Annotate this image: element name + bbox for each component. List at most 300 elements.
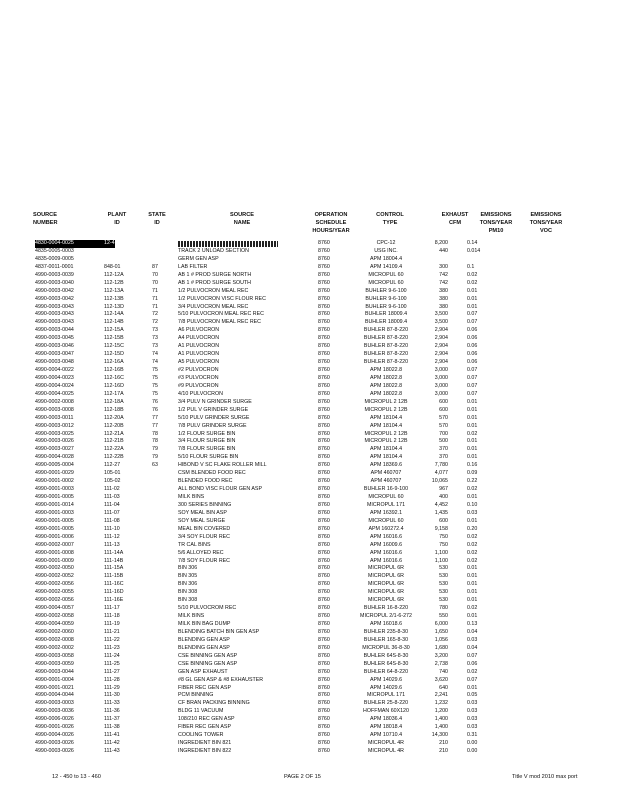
table-row xyxy=(0,716,618,724)
state-id-cell: 77 xyxy=(152,414,158,421)
control-type-cell: APM 18036.4 xyxy=(369,716,403,723)
header-line: NUMBER xyxy=(33,220,58,226)
source-name-cell: BLENDING GEN ASP xyxy=(178,636,230,643)
state-id-cell: 76 xyxy=(152,398,158,405)
source-number-cell: 4990-0003-0027 xyxy=(35,446,74,453)
plant-id-cell: 112-27 xyxy=(104,462,121,469)
schedule-cell: 8760 xyxy=(318,541,330,548)
pm10-cell: 0.02 xyxy=(467,668,478,675)
table-row xyxy=(0,454,618,462)
header-state-id xyxy=(142,211,172,227)
header-line: ID xyxy=(114,220,120,226)
table-row xyxy=(0,288,618,296)
schedule-cell: 8760 xyxy=(318,343,330,350)
table-row xyxy=(0,692,618,700)
source-number-cell: 4990-0002-0052 xyxy=(35,573,74,580)
source-name-cell: 3/4 PULV N GRINDER SURGE xyxy=(178,398,252,405)
schedule-cell: 8760 xyxy=(318,367,330,373)
table-row xyxy=(0,311,618,319)
footer-title: Title V mod 2010 max port xyxy=(512,774,578,780)
source-number-cell: 4990-0003-0008 xyxy=(35,406,74,413)
table-row xyxy=(0,319,618,327)
pm10-cell: 0.01 xyxy=(467,295,478,302)
state-id-cell: 75 xyxy=(152,374,158,381)
source-name-cell: BLDG 11 VACUUM xyxy=(178,708,224,715)
table-row xyxy=(0,581,618,589)
schedule-cell: 8760 xyxy=(318,557,330,564)
table-row xyxy=(0,589,618,597)
source-number-cell: 4990-0001-0014 xyxy=(35,501,74,508)
header-control-type xyxy=(368,211,412,227)
plant-id-cell: 112-14B xyxy=(104,319,124,326)
table-row xyxy=(0,629,618,637)
pm10-cell: 0.06 xyxy=(467,335,478,342)
pm10-cell: 0.13 xyxy=(467,621,478,627)
schedule-cell: 8760 xyxy=(318,319,330,326)
header-line: CFM xyxy=(448,220,462,226)
control-type-cell: MICROPUL 6R xyxy=(367,581,404,588)
schedule-cell: 8760 xyxy=(318,501,330,508)
table-row xyxy=(0,343,618,351)
source-name-cell: LAB FILTER xyxy=(178,263,208,270)
control-type-cell: APM 10710.4 xyxy=(369,732,403,739)
pm10-cell: 0.01 xyxy=(467,446,478,453)
schedule-cell: 8760 xyxy=(318,597,330,604)
source-number-cell: 4990-0001-0003 xyxy=(35,486,74,493)
header-line: TONS/YEAR xyxy=(529,220,563,226)
header-line: TONS/YEAR xyxy=(479,220,513,226)
header-line: STATE xyxy=(148,212,166,218)
source-name-cell: 7/8 PULV GRINDER SURGE xyxy=(178,422,247,429)
state-id-cell: 78 xyxy=(152,438,158,445)
state-id-cell: 76 xyxy=(152,406,158,413)
header-line: PLANT xyxy=(107,212,127,218)
plant-id-cell: 111-08 xyxy=(104,517,120,524)
pm10-cell: 0.06 xyxy=(467,359,478,366)
exhaust-cfm-cell: 1,680 xyxy=(434,644,448,651)
exhaust-cfm-cell: 380 xyxy=(439,303,448,310)
control-type-cell: BUHLER 9-6-100 xyxy=(365,287,407,294)
plant-id-cell: 111-04 xyxy=(104,501,120,508)
table-row xyxy=(0,280,618,288)
exhaust-cfm-cell: 1,435 xyxy=(434,509,448,516)
table-row xyxy=(0,565,618,573)
schedule-cell: 8760 xyxy=(318,613,330,620)
schedule-cell: 8760 xyxy=(318,351,330,358)
exhaust-cfm-cell: 967 xyxy=(439,486,448,493)
exhaust-cfm-cell: 2,904 xyxy=(434,359,448,366)
exhaust-cfm-cell: 6,000 xyxy=(434,621,448,627)
pm10-cell: 0.01 xyxy=(467,684,478,691)
control-type-cell: APM 160272.4 xyxy=(368,525,404,532)
schedule-cell: 8760 xyxy=(318,287,330,294)
control-type-cell: APM 18369.6 xyxy=(369,462,403,469)
plant-id-cell: 112-18A xyxy=(104,398,124,405)
control-type-cell: APM 18104.4 xyxy=(369,414,403,421)
pm10-cell: 0.06 xyxy=(467,327,478,334)
table-row xyxy=(0,494,618,502)
source-number-cell: 4990-0003-0048 xyxy=(35,359,74,366)
pm10-cell: 0.04 xyxy=(467,628,478,635)
schedule-cell: 8760 xyxy=(318,247,330,254)
pm10-cell: 0.06 xyxy=(467,343,478,350)
control-type-cell: MICROPUL 2 12B xyxy=(364,438,408,445)
pm10-cell: 0.03 xyxy=(467,700,478,707)
source-number-cell: 4990-0001-0029 xyxy=(35,470,74,477)
source-name-cell: 108/210 REC GEN ASP xyxy=(178,716,235,723)
header-line: EMISSIONS xyxy=(530,212,562,218)
source-number-cell: 4990-0001-0021 xyxy=(35,684,74,691)
plant-id-cell: 112-22B xyxy=(104,454,124,461)
control-type-cell: MICROPUL 6R xyxy=(367,589,404,596)
table-row xyxy=(0,597,618,605)
table-row xyxy=(0,478,618,486)
exhaust-cfm-cell: 600 xyxy=(439,406,448,413)
exhaust-cfm-cell: 530 xyxy=(439,597,448,604)
source-name-cell: 1/2 PULVOCRON VISC FLOUR REC xyxy=(178,295,266,302)
schedule-cell: 8760 xyxy=(318,533,330,540)
source-number-cell: 4990-0003-0026 xyxy=(35,740,74,747)
plant-id-cell: 111-15B xyxy=(104,573,124,580)
source-number-cell: 4990-0001-0005 xyxy=(35,494,74,500)
header-line: VOC xyxy=(539,228,553,234)
control-type-cell: MICROPUL 171 xyxy=(366,692,406,699)
table-row xyxy=(0,391,618,399)
exhaust-cfm-cell: 530 xyxy=(439,589,448,596)
control-type-cell: BUHLER 87-8-220 xyxy=(363,327,409,334)
pm10-cell: 0.07 xyxy=(467,390,478,397)
table-row xyxy=(0,240,618,248)
source-number-cell: 4990-0003-0047 xyxy=(35,351,74,358)
exhaust-cfm-cell: 400 xyxy=(439,494,448,500)
exhaust-cfm-cell: 370 xyxy=(439,454,448,461)
control-type-cell: MICROPUL 4R xyxy=(367,748,404,754)
control-type-cell: APM 16016.6 xyxy=(369,557,403,564)
exhaust-cfm-cell: 600 xyxy=(439,398,448,405)
plant-id-cell: 111-14B xyxy=(104,557,124,564)
schedule-cell: 8760 xyxy=(318,470,330,477)
control-type-cell: BUHLER 25-8-220 xyxy=(363,700,409,707)
pm10-cell: 0.01 xyxy=(467,422,478,429)
source-number-cell: 4990-0003-0043 xyxy=(35,319,74,326)
state-id-cell: 71 xyxy=(152,287,158,294)
control-type-cell: HOFFMAN 60X120 xyxy=(363,708,409,715)
pm10-cell: 0.01 xyxy=(467,398,478,405)
source-name-cell: 7/8 FLOUR SURGE BIN xyxy=(178,446,236,453)
exhaust-cfm-cell: 1,650 xyxy=(434,628,448,635)
table-row xyxy=(0,486,618,494)
table-row xyxy=(0,304,618,312)
control-type-cell: APM 16016.6 xyxy=(369,549,403,556)
source-name-cell: 300 SERIES BINNING xyxy=(178,501,232,508)
pm10-cell: 0.10 xyxy=(467,501,478,508)
source-name-cell: BLENDED FOOD REC xyxy=(178,478,233,485)
control-type-cell: MICROPUL 171 xyxy=(366,501,406,508)
header-line: TYPE xyxy=(382,220,398,226)
pm10-cell: 0.14 xyxy=(467,240,478,246)
table-row xyxy=(0,272,618,280)
table-row xyxy=(0,605,618,613)
source-name-cell: 1/2 PULVOCRON MEAL REC xyxy=(178,287,249,294)
source-name-cell: MILK BINS xyxy=(178,494,205,500)
source-number-cell: 4990-0002-0056 xyxy=(35,581,74,588)
pm10-cell: 0.01 xyxy=(467,454,478,461)
pm10-cell: 0.31 xyxy=(467,732,478,739)
source-number-cell: 4990-0001-0004 xyxy=(35,676,74,683)
source-name-cell: 5/10 PULVOCRON MEAL REC REC xyxy=(178,311,264,318)
plant-id-cell: 112-16A xyxy=(104,359,124,366)
table-row xyxy=(0,248,618,256)
source-name-cell xyxy=(178,240,316,248)
source-name-cell: BIN 306 xyxy=(178,581,198,588)
plant-id-cell: 112-15B xyxy=(104,335,124,342)
state-id-cell: 74 xyxy=(152,359,158,366)
exhaust-cfm-cell: 370 xyxy=(439,446,448,453)
plant-id-cell: 112-16C xyxy=(104,374,124,381)
source-name-cell: CSE BINNING GEN ASP xyxy=(178,652,238,659)
schedule-cell: 8760 xyxy=(318,478,330,485)
exhaust-cfm-cell: 2,738 xyxy=(434,660,448,667)
control-type-cell: BUHLER 87-8-220 xyxy=(363,351,409,358)
state-id-cell: 87 xyxy=(152,263,158,270)
schedule-cell: 8760 xyxy=(318,462,330,469)
source-number-cell: 4990-0003-0043 xyxy=(35,303,74,310)
schedule-cell: 8760 xyxy=(318,724,330,731)
exhaust-cfm-cell: 570 xyxy=(439,414,448,421)
control-type-cell: APM 460707 xyxy=(370,478,402,485)
control-type-cell: BUHLER 16-9-100 xyxy=(363,486,409,493)
plant-id-cell: 105-01 xyxy=(104,470,121,477)
pm10-cell: 0.03 xyxy=(467,509,478,516)
header-line: HOURS/YEAR xyxy=(312,228,350,234)
plant-id-cell: 112-15C xyxy=(104,343,124,350)
table-row xyxy=(0,724,618,732)
source-number-cell: 4990-0005-0004 xyxy=(35,462,74,469)
header-plant-id xyxy=(102,211,132,227)
header-source-number xyxy=(33,211,67,227)
plant-id-cell: 112-16B xyxy=(104,367,124,373)
exhaust-cfm-cell: 740 xyxy=(439,668,448,675)
table-row xyxy=(0,708,618,716)
plant-id-cell: 112-17A xyxy=(104,390,124,397)
source-table-body xyxy=(0,240,618,756)
state-id-cell: 75 xyxy=(152,382,158,389)
plant-id-cell: 111-12 xyxy=(104,533,120,540)
source-name-cell: MEAL BIN COVERED xyxy=(178,525,231,532)
source-name-cell: HIBOND V SC FLAKE ROLLER MILL xyxy=(178,462,267,469)
schedule-cell: 8760 xyxy=(318,668,330,675)
source-number-cell: 4990-0004-0057 xyxy=(35,605,74,612)
source-number-cell: 4990-0001-0005 xyxy=(35,525,74,532)
exhaust-cfm-cell: 4,452 xyxy=(434,501,448,508)
exhaust-cfm-cell: 300 xyxy=(439,263,448,270)
source-name-cell: A1 PULVOCRON xyxy=(178,351,220,358)
state-id-cell: 72 xyxy=(152,319,158,326)
plant-id-cell: 111-10 xyxy=(104,525,120,532)
table-row xyxy=(0,613,618,621)
control-type-cell: BUHLER 9-6-100 xyxy=(365,303,407,310)
pm10-cell: 0.02 xyxy=(467,271,478,278)
table-row xyxy=(0,335,618,343)
source-name-cell: INGREDIENT BIN 822 xyxy=(178,748,232,754)
control-type-cell: APM 18022.8 xyxy=(369,382,403,389)
schedule-cell: 8760 xyxy=(318,621,330,627)
table-row xyxy=(0,407,618,415)
schedule-cell: 8760 xyxy=(318,295,330,302)
source-name-cell: CF BRAN PACKING BINNING xyxy=(178,700,250,707)
table-row xyxy=(0,534,618,542)
schedule-cell: 8760 xyxy=(318,486,330,493)
source-number-cell: 4990-0001-0026 xyxy=(35,724,74,731)
source-name-cell: #9 PULVOCRON xyxy=(178,382,219,389)
footer-range: 12 - 450 to 13 - 460 xyxy=(52,774,101,780)
table-row xyxy=(0,542,618,550)
control-type-cell: USG INC. xyxy=(374,247,398,254)
exhaust-cfm-cell: 1,056 xyxy=(434,636,448,643)
exhaust-cfm-cell: 530 xyxy=(439,565,448,572)
source-number-cell: 4990-0003-0046 xyxy=(35,343,74,350)
pm10-cell: 0.01 xyxy=(467,303,478,310)
exhaust-cfm-cell: 1,200 xyxy=(434,708,448,715)
table-row xyxy=(0,502,618,510)
source-number-cell: 4990-0004-0024 xyxy=(35,382,74,389)
source-number-cell: 4990-0002-0050 xyxy=(35,565,74,572)
control-type-cell: BUHLER 87-8-220 xyxy=(363,343,409,350)
source-number-cell: 4990-0004-0026 xyxy=(35,732,74,739)
control-type-cell: BUHLER 165-8-30 xyxy=(363,636,409,643)
schedule-cell: 8760 xyxy=(318,494,330,500)
schedule-cell: 8760 xyxy=(318,279,330,286)
plant-id-cell: 111-03 xyxy=(104,494,120,500)
source-number-cell: 4990-0001-0009 xyxy=(35,557,74,564)
source-name-cell: 5/10 PULVOCROM REC xyxy=(178,605,237,612)
table-row xyxy=(0,740,618,748)
exhaust-cfm-cell: 1,400 xyxy=(434,724,448,731)
exhaust-cfm-cell: 10,065 xyxy=(431,478,448,485)
table-row xyxy=(0,470,618,478)
schedule-cell: 8760 xyxy=(318,509,330,516)
pm10-cell: 0.02 xyxy=(467,541,478,548)
pm10-cell: 0.04 xyxy=(467,644,478,651)
header-line: EMISSIONS xyxy=(480,212,512,218)
source-name-cell: MILK BINS xyxy=(178,613,205,620)
state-id-cell: 70 xyxy=(152,279,158,286)
schedule-cell: 8760 xyxy=(318,335,330,342)
pm10-cell: 0.03 xyxy=(467,708,478,715)
source-number-cell: 4990-0001-0002 xyxy=(35,478,74,485)
source-name-cell: A1 PULVOCRON xyxy=(178,343,220,350)
pm10-cell: 0.01 xyxy=(467,573,478,580)
source-number-cell: 4990-0002-0008 xyxy=(35,636,74,643)
schedule-cell: 8760 xyxy=(318,636,330,643)
source-name-cell: FIBER REC GEN ASP xyxy=(178,684,231,691)
source-name-cell: GERM GEN ASP xyxy=(178,255,219,262)
source-name-cell: 1/2 FLOUR SURGE BIN xyxy=(178,430,236,437)
header-line: SOURCE xyxy=(230,212,254,218)
schedule-cell: 8760 xyxy=(318,271,330,278)
exhaust-cfm-cell: 3,200 xyxy=(434,652,448,659)
source-name-cell: INGREDIENT BIN 821 xyxy=(178,740,232,747)
plant-id-cell: 111-25 xyxy=(104,660,120,667)
pm10-cell: 0.06 xyxy=(467,660,478,667)
state-id-cell: 77 xyxy=(152,422,158,429)
plant-id-cell: 111-16E xyxy=(104,597,124,604)
state-id-cell: 71 xyxy=(152,295,158,302)
header-exhaust-cfm xyxy=(437,211,473,227)
table-row xyxy=(0,685,618,693)
control-type-cell: APM 18004.4 xyxy=(369,255,403,262)
plant-id-cell: 111-16D xyxy=(104,589,124,596)
header-operation-schedule xyxy=(306,211,356,235)
source-number-cell: 4990-0001-0008 xyxy=(35,549,74,556)
control-type-cell: MICROPUL 36-8-30 xyxy=(362,644,410,651)
source-number-cell: 4990-0003-0025 xyxy=(35,430,74,437)
exhaust-cfm-cell: 9,158 xyxy=(434,525,448,532)
state-id-cell: 75 xyxy=(152,367,158,373)
source-name-cell: TRACK 2 UNLOAD SECTION xyxy=(178,247,249,254)
source-number-cell: 4835-0009-0005 xyxy=(35,255,74,262)
source-number-cell: 4990-0003-0040 xyxy=(35,279,74,286)
source-number-cell: 4990-0004-0023 xyxy=(35,374,74,381)
pm10-cell: 0.02 xyxy=(467,533,478,540)
source-name-cell: 1/2 PUL V GRINDER SURGE xyxy=(178,406,249,413)
source-number-cell: 4990-0002-0055 xyxy=(35,589,74,596)
pm10-cell: 0.03 xyxy=(467,636,478,643)
state-id-cell: 72 xyxy=(152,311,158,318)
state-id-cell: 63 xyxy=(152,462,158,469)
control-type-cell: BUHLER 235-8-30 xyxy=(363,628,409,635)
pm10-cell: 0.03 xyxy=(467,724,478,731)
control-type-cell: APM 460707 xyxy=(370,470,402,477)
source-name-cell: 5/6 ALLOYED REC xyxy=(178,549,224,556)
plant-id-cell: 111-18 xyxy=(104,613,120,620)
schedule-cell: 8760 xyxy=(318,382,330,389)
table-row xyxy=(0,327,618,335)
table-row xyxy=(0,677,618,685)
control-type-cell: MICROPUL 4R xyxy=(367,740,404,747)
source-name-cell: 4/10 PULVOCRON xyxy=(178,390,223,397)
exhaust-cfm-cell: 3,000 xyxy=(434,367,448,373)
schedule-cell: 8760 xyxy=(318,374,330,381)
schedule-cell: 8760 xyxy=(318,652,330,659)
exhaust-cfm-cell: 742 xyxy=(439,279,448,286)
table-row xyxy=(0,438,618,446)
exhaust-cfm-cell: 2,904 xyxy=(434,343,448,350)
source-name-cell: 5/10 PULV GRINDER SURGE xyxy=(178,414,250,421)
header-line: SCHEDULE xyxy=(315,220,347,226)
table-row xyxy=(0,296,618,304)
control-type-cell: MICROPUL 6R xyxy=(367,565,404,572)
plant-id-cell: 111-22 xyxy=(104,636,120,643)
pm10-cell: 0.01 xyxy=(467,581,478,588)
source-number-cell: 4990-0002-0008 xyxy=(35,398,74,405)
control-type-cell: MICROPUL 2/1-6-272 xyxy=(360,613,412,620)
plant-id-cell: 111-13 xyxy=(104,541,120,548)
schedule-cell: 8760 xyxy=(318,414,330,421)
pm10-cell: 0.07 xyxy=(467,652,478,659)
table-row xyxy=(0,748,618,756)
exhaust-cfm-cell: 2,904 xyxy=(434,351,448,358)
source-number-cell: 4990-0004-0028 xyxy=(35,454,74,461)
control-type-cell: BUHLER 87-8-220 xyxy=(363,359,409,366)
plant-id-cell: 112-13B xyxy=(104,295,124,302)
control-type-cell: APM 18022.8 xyxy=(369,390,403,397)
source-name-cell: #8 GL GEN ASP & #8 EXHAUSTER xyxy=(178,676,264,683)
schedule-cell: 8760 xyxy=(318,359,330,366)
pm10-cell: 0.01 xyxy=(467,613,478,620)
exhaust-cfm-cell: 1,100 xyxy=(434,557,448,564)
pm10-cell: 0.07 xyxy=(467,374,478,381)
